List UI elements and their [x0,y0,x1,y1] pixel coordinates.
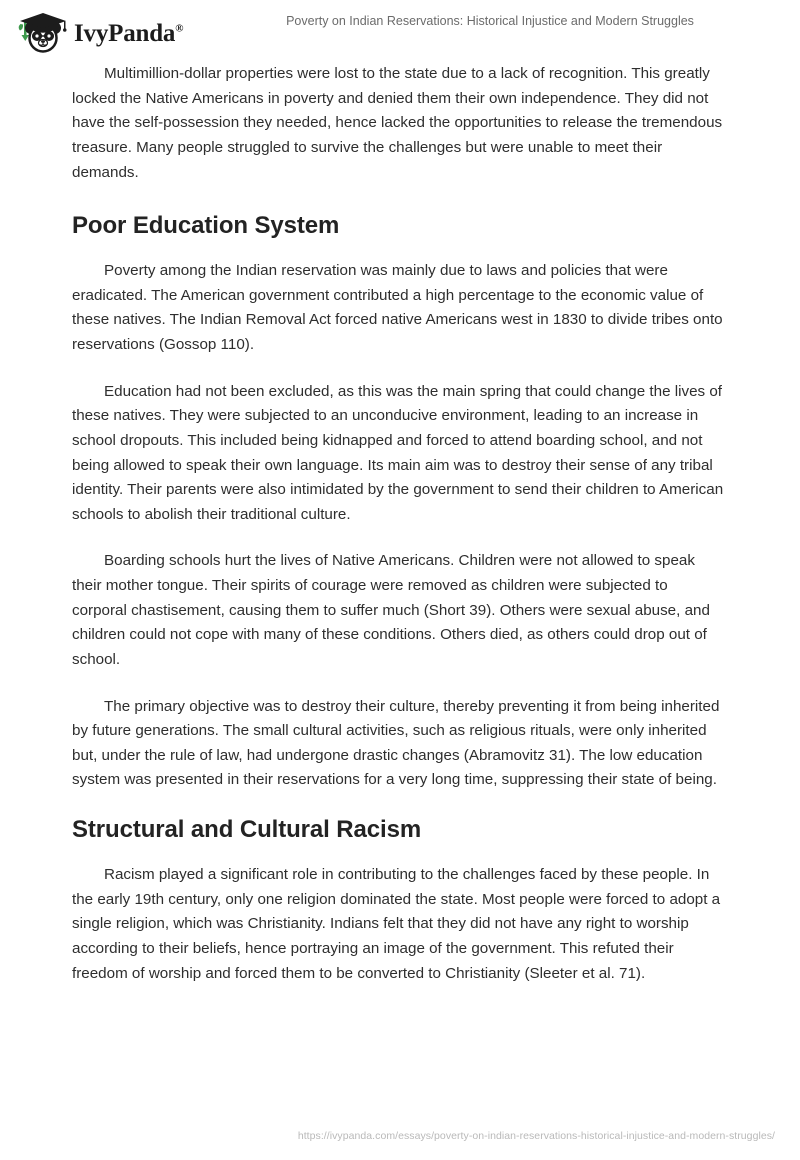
brand-logo[interactable] [16,10,183,54]
paragraph-poverty-laws-policies: Poverty among the Indian reservation was mainly due to laws and policies that were eradicated. The American government contributed a high percentage to the economic value of these natives. The Indian Removal Act forced native Americans west in 1830 to divide tribes onto reservations (Gossop 110). [72,262,723,353]
brand-name-text: IvyPanda [74,19,176,47]
page-header [0,0,800,62]
heading-poor-education-system: Poor Education System [72,212,340,240]
document-body [72,62,724,1008]
paragraph-racism-religion: Racism played a significant role in contributing to the challenges faced by these people. In the early 19th century, only one religion dominated the state. Most people were forced to adopt a single religion, which was Christianity. Indians felt that they did not have any right to worship according to their beliefs, hence portraying an image of the government. This refuted their freedom of worship and forced them to be converted to Christianity (Sleeter et al. 71). [72,866,721,982]
heading-structural-and-cultural-racism: Structural and Cultural Racism [72,816,422,843]
paragraph-boarding-schools-harm: Boarding schools hurt the lives of Native Americans. Children were not allowed to speak their mother tongue. Their spirits of courage were removed as children were subjected to corporal chastisement, causing them to suffer much (Short 39). Others were sexual abuse, and children could not cope with many of these conditions. Others died, as others could drop out of school. [72,552,710,668]
brand-wordmark [74,21,183,46]
registered-trademark-icon: ® [175,22,184,35]
paragraph-primary-objective-culture: The primary objective was to destroy their culture, thereby preventing it from being inherited by future generations. The small cultural activities, such as religious rituals, were only inherited but, under the rule of law, had undergone drastic changes (Abramovitz 31). The low education system was presented in their reservations for a very long time, suppressing their state of being. [72,697,720,789]
paragraph-multimillion-properties: Multimillion-dollar properties were lost to the state due to a lack of recognition. This greatly locked the Native Americans in poverty and denied them their own independence. They did not have the self-possession they needed, hence lacked the opportunities to release the tremendous treasure. Many people struggled to survive the challenges but were unable to meet their demands. [72,65,723,181]
document-title-header: Poverty on Indian Reservations: Historical Injustice and Modern Struggles [286,14,694,28]
paragraph-education-not-excluded: Education had not been excluded, as this was the main spring that could change the lives of these natives. They were subjected to an unconducive environment, leading to an increase in school dropouts. This included being kidnapped and forced to attend boarding school, and not being allowed to speak their own language. Its main aim was to destroy their sense of any tribal identity. Their parents were also intimidated by the government to send their children to American schools to abolish their traditional culture. [72,382,724,523]
footer-source-url[interactable]: https://ivypanda.com/essays/poverty-on-indian-reservations-historical-injustice-and-modern-struggles/ [297,1130,775,1142]
panda-graduate-logo-icon [16,10,68,54]
